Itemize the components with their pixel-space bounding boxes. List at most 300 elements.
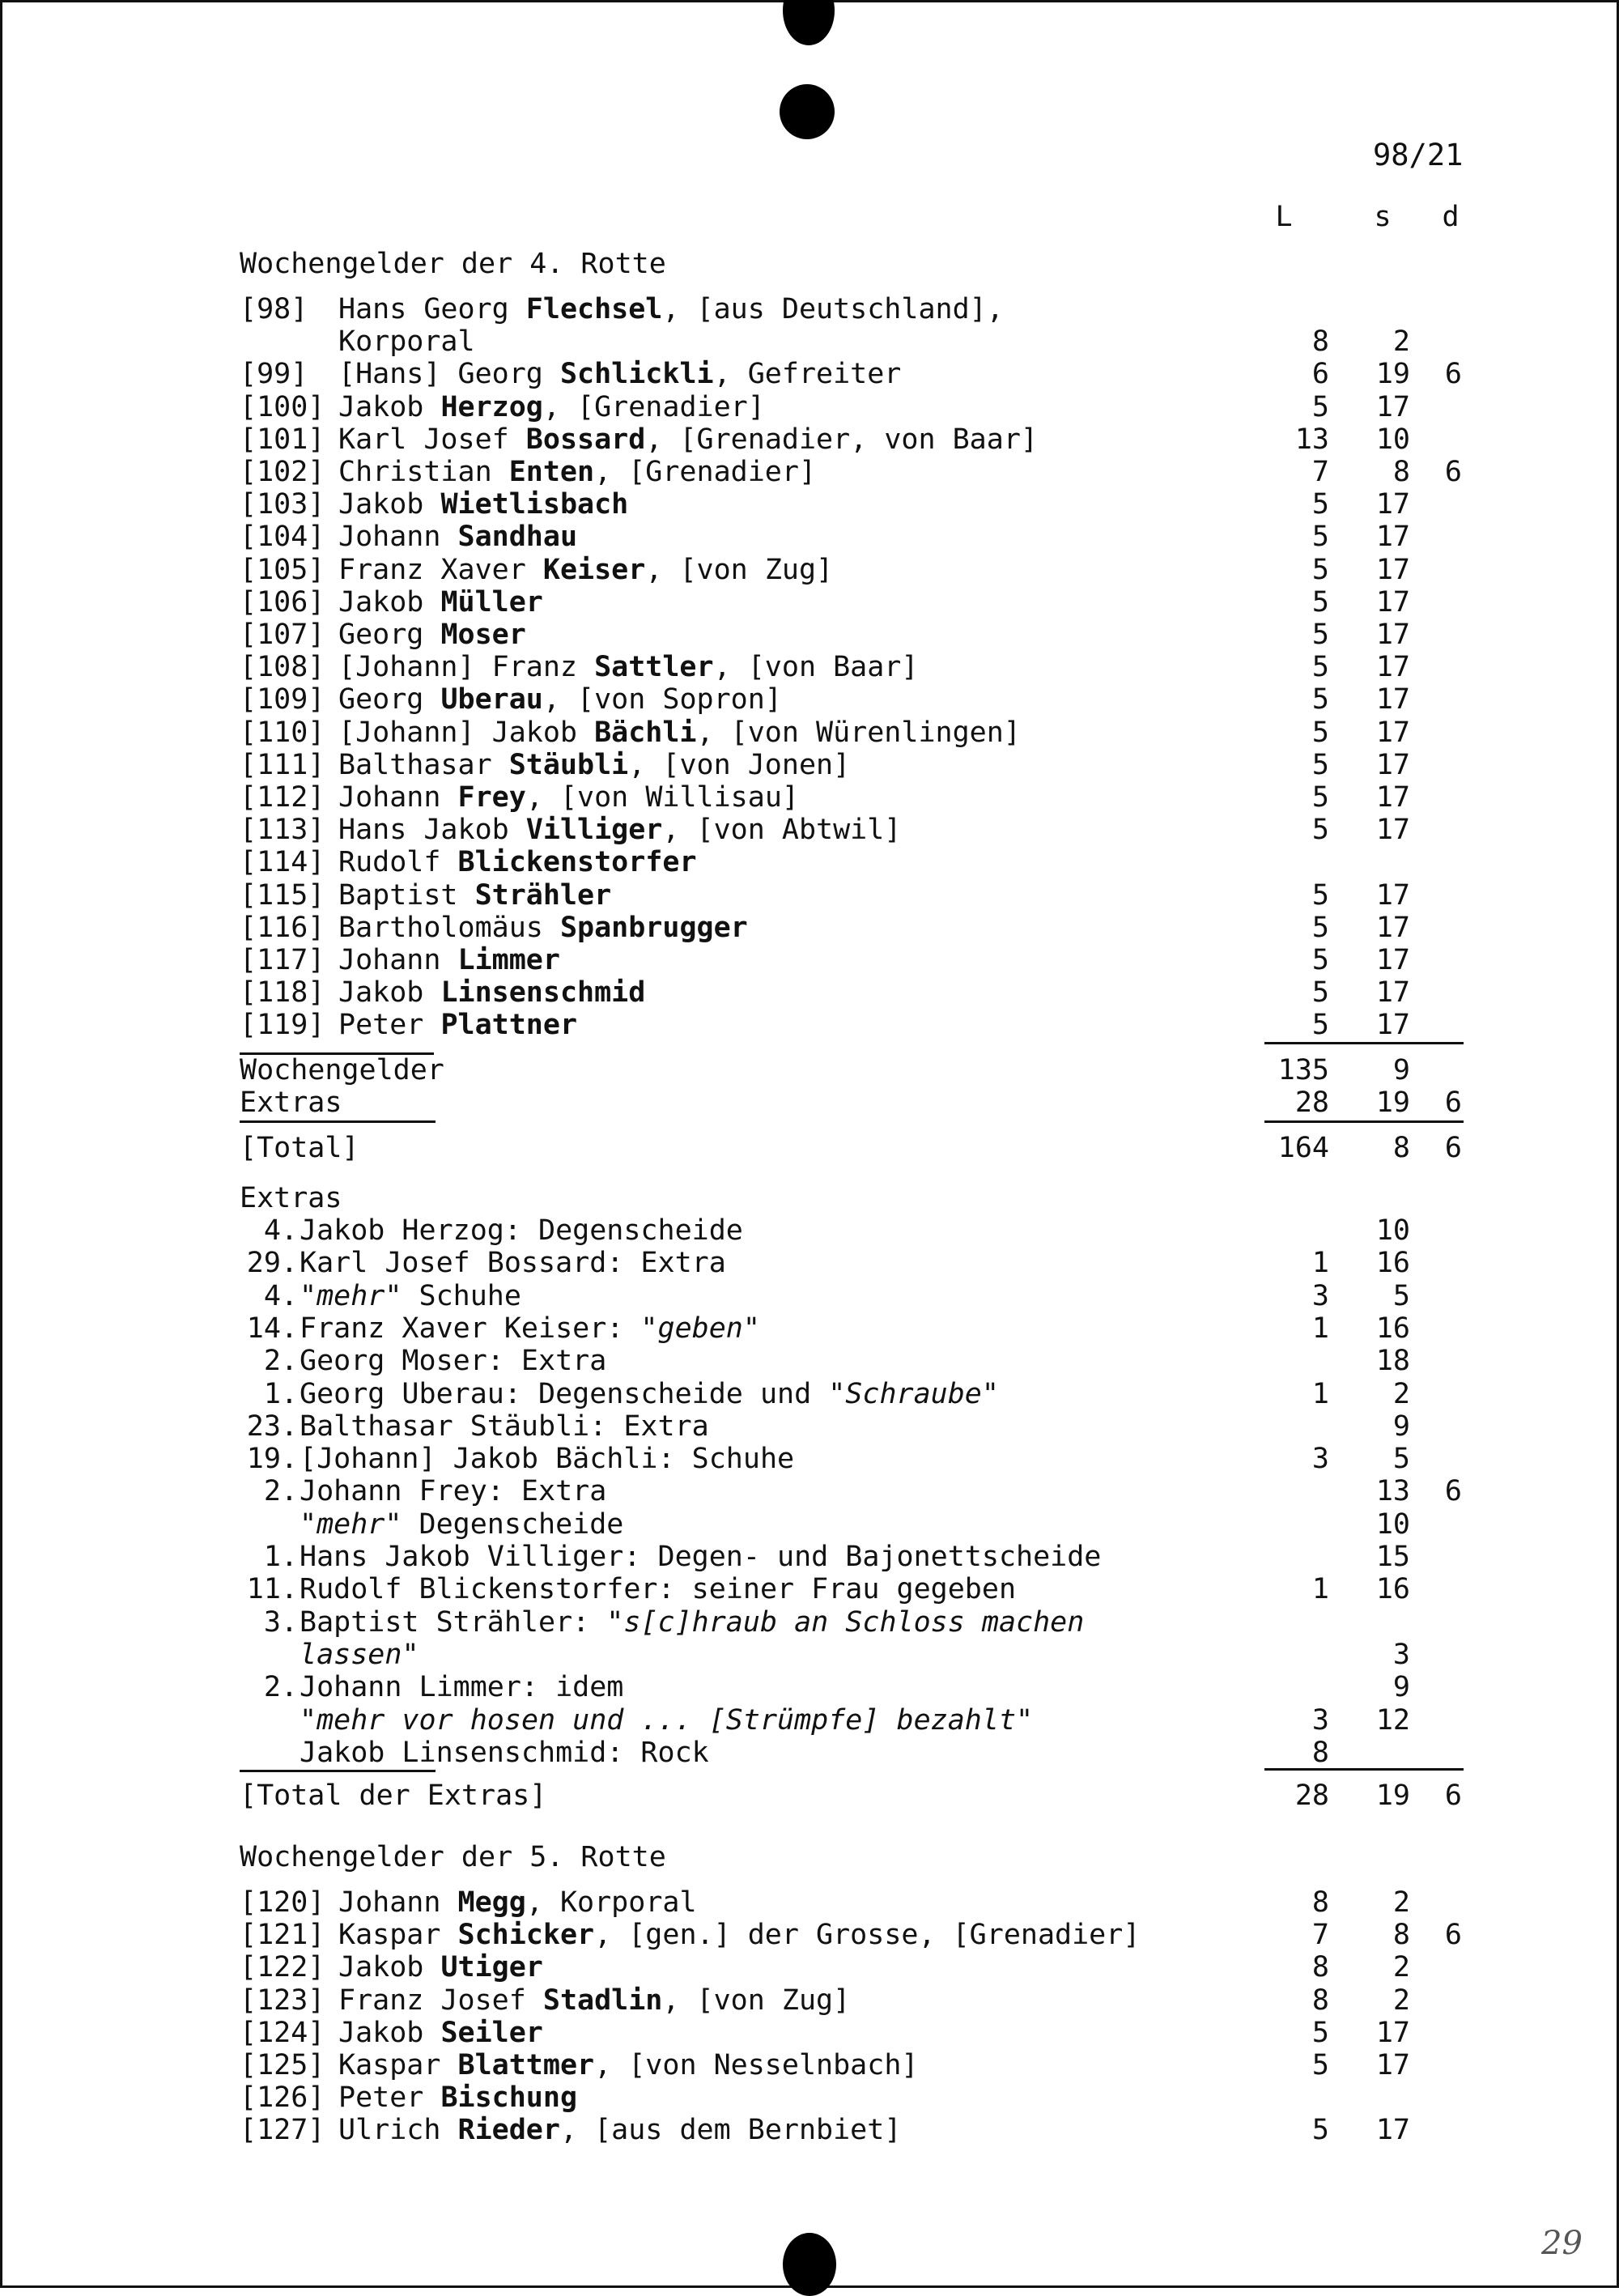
sum-label: Wochengelder: [240, 1054, 444, 1086]
entry-surname: Spanbrugger: [559, 911, 748, 944]
amount-pounds: 13: [1294, 423, 1329, 456]
entry-surname: Linsenschmid: [440, 976, 646, 1010]
entry-number: [106]: [240, 585, 325, 619]
entry-number: [118]: [240, 976, 325, 1010]
underline-rule: [1264, 1120, 1464, 1123]
section-title: [0, 248, 1619, 280]
amount-pounds: 6: [1311, 358, 1329, 391]
entry-text: [338, 846, 697, 878]
amount-shillings: 10: [1375, 1507, 1410, 1541]
entry-given-name: Korporal: [338, 325, 475, 359]
amount-pounds: 7: [1311, 456, 1329, 488]
amount-pounds: 3: [1311, 1443, 1329, 1476]
ledger-entry-row: [0, 2017, 1619, 2049]
amount-pounds: 8: [1311, 325, 1329, 359]
ledger-entry-row: [0, 749, 1619, 781]
amount-pounds: 7: [1311, 1919, 1329, 1952]
punch-hole: [783, 0, 835, 45]
extras-text: [300, 1606, 1084, 1639]
entry-text: [338, 781, 799, 814]
ledger-entry-row: [0, 1984, 1619, 2017]
entry-given-name: [Hans] Georg: [338, 358, 560, 391]
entry-given-name: Jakob: [338, 976, 441, 1010]
extras-text: [300, 1345, 606, 1377]
entry-detail: , [Grenadier]: [542, 390, 765, 423]
entry-number: [121]: [240, 1919, 325, 1952]
entry-surname: Keiser: [542, 553, 646, 586]
entry-surname: Megg: [457, 1886, 526, 1919]
amount-shillings: 17: [1375, 911, 1410, 944]
entry-text: [338, 749, 850, 781]
entry-detail: , [von Zug]: [645, 553, 834, 586]
amount-shillings: 2: [1392, 1377, 1410, 1410]
entry-text: [338, 391, 765, 423]
entry-detail: , [von Jonen]: [628, 748, 851, 781]
extras-text: [300, 1247, 726, 1279]
entry-number: [115]: [240, 878, 325, 912]
amount-shillings: 17: [1375, 521, 1410, 554]
amount-shillings: 17: [1375, 814, 1410, 847]
extras-day-number: 23.: [246, 1409, 298, 1443]
ledger-entry-row: [0, 651, 1619, 683]
entry-detail: , [aus dem Bernbiet]: [559, 2114, 902, 2147]
entry-surname: Herzog: [440, 390, 543, 423]
amount-shillings: 8: [1392, 456, 1410, 488]
ledger-entry-row: [0, 944, 1619, 976]
amount-pence: 6: [1444, 1132, 1462, 1164]
ledger-entry-row: [0, 586, 1619, 619]
entry-given-name: Jakob: [338, 488, 441, 521]
entry-surname: Blickenstorfer: [457, 846, 697, 879]
entry-surname: Stadlin: [542, 1983, 663, 2017]
entry-number: [109]: [240, 683, 325, 716]
amount-pounds: 5: [1311, 1009, 1329, 1042]
entry-given-name: Hans Jakob: [338, 814, 526, 847]
entry-number: [110]: [240, 716, 325, 749]
entry-text: [338, 619, 526, 651]
entry-detail: , [von Abtwil]: [662, 814, 902, 847]
entry-text: [338, 2017, 543, 2049]
extras-text-part: ": [1016, 1703, 1034, 1737]
extras-row: [0, 1214, 1619, 1247]
entry-given-name: Peter: [338, 1009, 441, 1042]
entry-text: [338, 293, 1004, 325]
extras-text-part: Georg Moser: Extra: [300, 1345, 607, 1378]
amount-pence: 6: [1444, 1779, 1462, 1812]
amount-pounds: 3: [1311, 1279, 1329, 1312]
entry-given-name: Franz Xaver: [338, 553, 543, 586]
extras-text: [300, 1378, 999, 1410]
extras-quote: mehr vor hosen und ... [Strümpfe] bezahlt: [317, 1703, 1017, 1737]
extras-text: [300, 1280, 521, 1312]
ledger-entry-row: [0, 2114, 1619, 2146]
underline-rule: [1264, 1042, 1464, 1044]
extras-day-number: 4.: [263, 1214, 298, 1247]
entry-surname: Schlickli: [559, 358, 714, 391]
entry-text: [338, 2049, 918, 2081]
ledger-entry-row: [0, 1886, 1619, 1919]
extras-row: [0, 1541, 1619, 1573]
entry-surname: Limmer: [457, 944, 560, 976]
amount-shillings: 12: [1375, 1703, 1410, 1737]
extras-text-part: Hans Jakob Villiger: Degen- und Bajonettscheide: [300, 1541, 1102, 1573]
amount-pounds: 164: [1277, 1132, 1329, 1164]
ledger-entry-row: [0, 1951, 1619, 1983]
entry-number: [104]: [240, 521, 325, 554]
amount-shillings: 19: [1375, 1779, 1410, 1812]
amount-pounds: 5: [1311, 553, 1329, 586]
extras-text-part: Rudolf Blickenstorfer: seiner Frau gegeben: [300, 1573, 1017, 1606]
entry-detail: , Korporal: [525, 1886, 697, 1919]
extras-row: [0, 1573, 1619, 1605]
section-title: [0, 1841, 1619, 1873]
entry-given-name: Rudolf: [338, 846, 458, 879]
amount-pence: 6: [1444, 1919, 1462, 1952]
amount-shillings: 17: [1375, 2016, 1410, 2049]
entry-surname: Wietlisbach: [440, 488, 629, 521]
amount-shillings: 9: [1392, 1671, 1410, 1704]
amount-pounds: 5: [1311, 911, 1329, 944]
extras-title: [0, 1182, 1619, 1214]
entry-given-name: Ulrich: [338, 2114, 458, 2147]
extras-text: [300, 1214, 743, 1247]
extras-text-part: ": [300, 1703, 317, 1737]
ledger-entry-row: [0, 879, 1619, 912]
amount-shillings: 16: [1375, 1312, 1410, 1345]
sum-label: Extras: [240, 1086, 342, 1119]
amount-pounds: 5: [1311, 814, 1329, 847]
extras-day-number: 19.: [246, 1443, 298, 1476]
amount-pounds: 5: [1311, 781, 1329, 814]
extras-title-text: Extras: [240, 1182, 342, 1214]
extras-text: [300, 1639, 419, 1671]
extras-row: [0, 1671, 1619, 1703]
entry-given-name: Peter: [338, 2081, 441, 2115]
amount-pounds: 8: [1311, 1951, 1329, 1984]
entry-surname: Bächli: [594, 716, 697, 749]
amount-shillings: 17: [1375, 619, 1410, 651]
entry-number: [105]: [240, 553, 325, 586]
entry-text: [338, 2081, 577, 2114]
extras-text-part: Balthasar Stäubli: Extra: [300, 1409, 709, 1443]
entry-text: [338, 488, 628, 521]
entry-number: [119]: [240, 1009, 325, 1042]
entry-given-name: Johann: [338, 944, 458, 976]
amount-shillings: 8: [1392, 1132, 1410, 1164]
extras-text: [300, 1508, 623, 1541]
amount-shillings: 17: [1375, 976, 1410, 1010]
amount-pounds: 5: [1311, 748, 1329, 781]
extras-total-row: [0, 1779, 1619, 1812]
extras-quote: mehr: [317, 1279, 385, 1312]
amount-pounds: 3: [1311, 1703, 1329, 1737]
extras-day-number: 29.: [246, 1247, 298, 1280]
extras-row: [0, 1443, 1619, 1475]
amount-shillings: 17: [1375, 683, 1410, 716]
entry-text: [338, 879, 611, 912]
entry-text: [338, 651, 918, 683]
extras-day-number: 14.: [246, 1312, 298, 1345]
column-header-pence: d: [1442, 201, 1460, 233]
amount-pounds: 5: [1311, 683, 1329, 716]
extras-text-part: ": [981, 1377, 999, 1410]
amount-shillings: 17: [1375, 781, 1410, 814]
entry-number: [126]: [240, 2081, 325, 2115]
extras-row: [0, 1378, 1619, 1410]
amount-pounds: 8: [1311, 1983, 1329, 2017]
entry-number: [117]: [240, 944, 325, 976]
section-title-text: Wochengelder der 4. Rotte: [240, 248, 666, 280]
entry-surname: Bossard: [525, 423, 646, 456]
entry-text: [338, 2114, 901, 2146]
extras-text-part: ": [300, 1279, 317, 1312]
ledger-entry-row: [0, 781, 1619, 814]
entry-number: [114]: [240, 846, 325, 879]
entry-number: [99]: [240, 358, 308, 391]
amount-shillings: 10: [1375, 1214, 1410, 1247]
entry-number: [127]: [240, 2114, 325, 2147]
extras-day-number: 2.: [263, 1475, 298, 1508]
amount-pounds: 1: [1311, 1573, 1329, 1606]
entry-number: [108]: [240, 651, 325, 684]
ledger-entry-row: [0, 2081, 1619, 2114]
extras-row: [0, 1345, 1619, 1377]
section-title-text: Wochengelder der 5. Rotte: [240, 1841, 666, 1873]
extras-text-part: Jakob Linsenschmid: Rock: [300, 1736, 709, 1769]
amount-shillings: 2: [1392, 1983, 1410, 2017]
entry-text: [338, 554, 833, 586]
extras-row: [0, 1410, 1619, 1443]
amount-pounds: 5: [1311, 619, 1329, 651]
ledger-entry-row: [0, 293, 1619, 325]
entry-given-name: Kaspar: [338, 1919, 458, 1952]
extras-row: [0, 1704, 1619, 1737]
amount-shillings: 19: [1375, 1086, 1410, 1119]
ledger-entry-row: [0, 391, 1619, 423]
amount-shillings: 13: [1375, 1475, 1410, 1508]
extras-total-label: [Total der Extras]: [240, 1779, 547, 1812]
extras-row: [0, 1475, 1619, 1507]
amount-pounds: 5: [1311, 2049, 1329, 2081]
entry-number: [112]: [240, 781, 325, 814]
extras-text-part: Franz Xaver Keiser: ": [300, 1312, 658, 1345]
underline-rule: [240, 1120, 436, 1123]
amount-pounds: 8: [1311, 1886, 1329, 1919]
amount-shillings: 17: [1375, 651, 1410, 684]
entry-detail: , [Grenadier]: [594, 456, 817, 488]
entry-text: [338, 456, 816, 488]
extras-text: [300, 1704, 1033, 1737]
amount-pence: 6: [1444, 1086, 1462, 1119]
extras-day-number: 11.: [246, 1573, 298, 1606]
entry-given-name: Johann: [338, 1886, 458, 1919]
entry-given-name: Jakob: [338, 585, 441, 619]
amount-shillings: 5: [1392, 1443, 1410, 1476]
extras-text-part: [Johann] Jakob Bächli: Schuhe: [300, 1443, 795, 1476]
entry-text: [338, 358, 901, 390]
extras-row: [0, 1280, 1619, 1312]
entry-surname: Müller: [440, 585, 543, 619]
entry-number: [125]: [240, 2049, 325, 2081]
extras-text-part: ": [742, 1312, 760, 1345]
extras-text-part: " Degenscheide: [385, 1507, 624, 1541]
extras-day-number: 3.: [263, 1605, 298, 1639]
ledger-entry-row: [0, 358, 1619, 390]
amount-pounds: 5: [1311, 944, 1329, 976]
page-number: 98/21: [1373, 138, 1464, 172]
entry-text: [338, 1886, 697, 1919]
extras-row: [0, 1508, 1619, 1541]
extras-quote: mehr: [317, 1507, 385, 1541]
extras-quote: geben: [657, 1312, 743, 1345]
amount-shillings: 8: [1392, 1919, 1410, 1952]
entry-surname: Seiler: [440, 2016, 543, 2049]
extras-text-part: Georg Uberau: Degenscheide und ": [300, 1377, 846, 1410]
ledger-entry-row: [0, 814, 1619, 846]
entry-surname: Schicker: [457, 1919, 595, 1952]
entry-surname: Enten: [508, 456, 595, 488]
amount-pounds: 5: [1311, 651, 1329, 684]
ledger-entry-row: [0, 683, 1619, 716]
entry-surname: Utiger: [440, 1951, 543, 1984]
extras-day-number: 2.: [263, 1345, 298, 1378]
amount-shillings: 17: [1375, 390, 1410, 423]
ledger-entry-row: [0, 619, 1619, 651]
entry-given-name: Jakob: [338, 2016, 441, 2049]
sum-row: [0, 1086, 1619, 1119]
entry-given-name: Franz Josef: [338, 1983, 543, 2017]
extras-text: [300, 1671, 623, 1703]
amount-shillings: 19: [1375, 358, 1410, 391]
handwritten-note: 29: [1541, 2225, 1583, 2262]
amount-pounds: 28: [1294, 1779, 1329, 1812]
entry-text: [338, 423, 1038, 456]
sum-row: [0, 1054, 1619, 1086]
entry-detail: , [von Zug]: [662, 1983, 851, 2017]
extras-day-number: 1.: [263, 1377, 298, 1410]
amount-pounds: 5: [1311, 716, 1329, 749]
extras-text: [300, 1312, 760, 1345]
amount-pounds: 135: [1277, 1054, 1329, 1086]
amount-pounds: 5: [1311, 2016, 1329, 2049]
entry-number: [100]: [240, 390, 325, 423]
extras-text-part: ": [402, 1638, 419, 1671]
amount-shillings: 16: [1375, 1573, 1410, 1606]
entry-surname: Flechsel: [525, 293, 663, 325]
entry-text: [338, 976, 645, 1009]
extras-text: [300, 1475, 606, 1507]
entry-given-name: [Johann] Jakob: [338, 716, 595, 749]
total-label: [Total]: [240, 1132, 359, 1164]
entry-number: [107]: [240, 619, 325, 651]
underline-rule: [240, 1770, 436, 1772]
entry-surname: Rieder: [457, 2114, 560, 2147]
ledger-entry-row: [0, 716, 1619, 749]
amount-shillings: 15: [1375, 1541, 1410, 1573]
entry-detail: , [von Nesselnbach]: [594, 2049, 919, 2081]
punch-hole: [783, 2233, 836, 2296]
amount-pence: 6: [1444, 358, 1462, 391]
entry-detail: , [gen.] der Grosse, [Grenadier]: [594, 1919, 1141, 1952]
entry-number: [124]: [240, 2016, 325, 2049]
amount-pounds: 1: [1311, 1377, 1329, 1410]
entry-surname: Villiger: [525, 814, 663, 847]
column-header-pounds: L: [1275, 201, 1293, 233]
amount-pounds: 5: [1311, 390, 1329, 423]
entry-given-name: Johann: [338, 521, 458, 554]
ledger-entry-row: [0, 1919, 1619, 1951]
extras-text-part: " Schuhe: [385, 1279, 521, 1312]
entry-text: [338, 1919, 1140, 1951]
extras-quote: Schraube: [845, 1377, 982, 1410]
entry-given-name: Bartholomäus: [338, 911, 560, 944]
amount-pence: 6: [1444, 456, 1462, 488]
entry-given-name: [Johann] Franz: [338, 651, 595, 684]
extras-text-part: Baptist Strähler: ": [300, 1605, 624, 1639]
amount-shillings: 3: [1392, 1638, 1410, 1671]
amount-pounds: 8: [1311, 1736, 1329, 1769]
entry-text: [338, 1984, 850, 2017]
entry-number: [102]: [240, 456, 325, 488]
amount-shillings: 9: [1392, 1409, 1410, 1443]
ledger-entry-row: [0, 521, 1619, 553]
entry-number: [98]: [240, 293, 308, 325]
entry-surname: Stäubli: [508, 748, 629, 781]
entry-surname: Uberau: [440, 683, 543, 716]
entry-given-name: Jakob: [338, 390, 441, 423]
extras-text-part: Johann Limmer: idem: [300, 1671, 624, 1704]
entry-text: [338, 814, 901, 846]
entry-detail: , [Grenadier, von Baar]: [645, 423, 1038, 456]
extras-row: [0, 1312, 1619, 1345]
extras-text-part: Johann Frey: Extra: [300, 1475, 607, 1508]
amount-shillings: 18: [1375, 1345, 1410, 1378]
ledger-entry-row: [0, 912, 1619, 944]
amount-shillings: 17: [1375, 553, 1410, 586]
entry-text: [338, 325, 475, 358]
entry-given-name: Karl Josef: [338, 423, 526, 456]
ledger-entry-row: [0, 423, 1619, 456]
entry-surname: Plattner: [440, 1009, 578, 1042]
amount-shillings: 17: [1375, 944, 1410, 976]
entry-given-name: Hans Georg: [338, 293, 526, 325]
entry-text: [338, 912, 748, 944]
amount-shillings: 2: [1392, 1951, 1410, 1984]
entry-text: [338, 683, 782, 716]
extras-text-part: Karl Josef Bossard: Extra: [300, 1247, 726, 1280]
underline-rule: [1264, 1768, 1464, 1771]
extras-text: [300, 1573, 1016, 1605]
ledger-entry-row: [0, 488, 1619, 521]
extras-text: [300, 1443, 794, 1475]
extras-row: [0, 1737, 1619, 1769]
ledger-entry-row: [0, 554, 1619, 586]
entry-surname: Strähler: [474, 878, 612, 912]
ledger-entry-row: [0, 456, 1619, 488]
amount-shillings: 9: [1392, 1054, 1410, 1086]
entry-given-name: Johann: [338, 781, 458, 814]
entry-text: [338, 1009, 577, 1041]
extras-quote: s[c]hraub an Schloss machen: [623, 1605, 1085, 1639]
extras-text-part: Jakob Herzog: Degenscheide: [300, 1214, 743, 1247]
amount-pounds: 5: [1311, 521, 1329, 554]
amount-pounds: 5: [1311, 488, 1329, 521]
entry-surname: Moser: [440, 619, 526, 651]
amount-shillings: 2: [1392, 325, 1410, 359]
amount-shillings: 17: [1375, 1009, 1410, 1042]
total-row: [0, 1132, 1619, 1164]
amount-pounds: 5: [1311, 2114, 1329, 2147]
